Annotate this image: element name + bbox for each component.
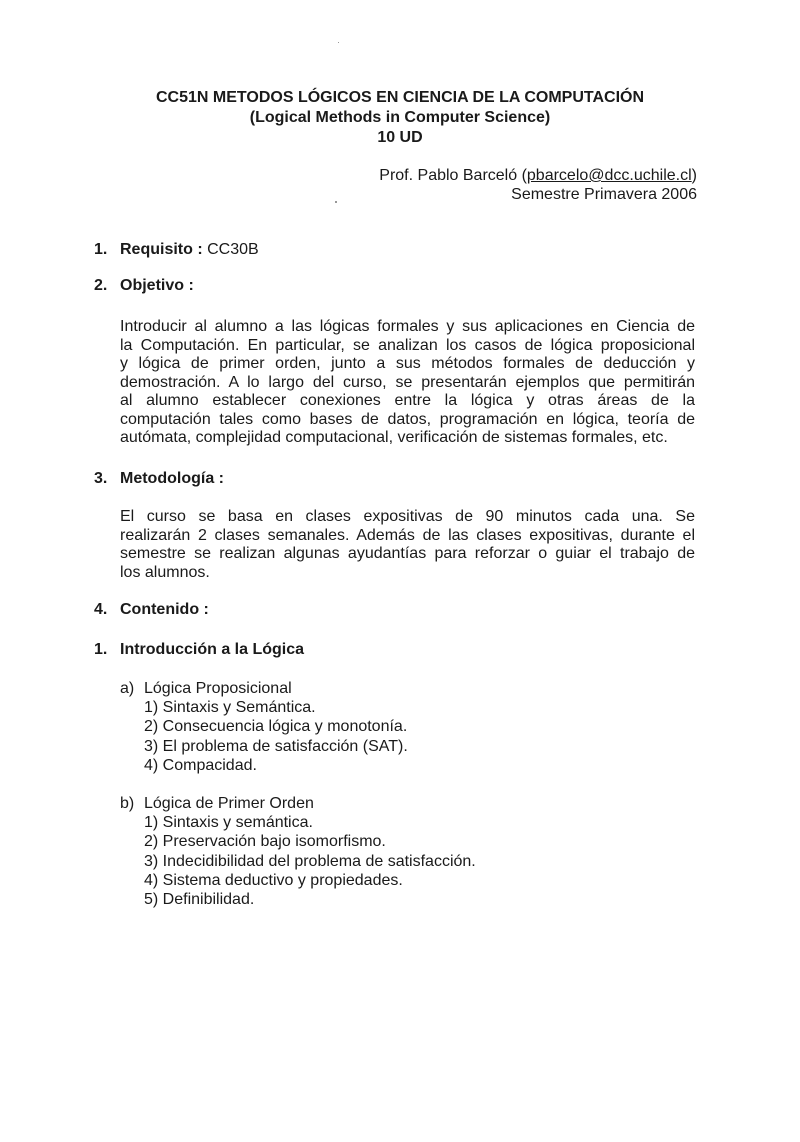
scan-speck [338, 42, 339, 43]
paragraph-line: computación tales como bases de datos, programación en lógica, teoría de [120, 410, 695, 428]
list-item: 4) Sistema deductivo y propiedades. [144, 871, 403, 889]
professor-name: Prof. Pablo Barceló ( [379, 167, 527, 184]
paragraph-line: El curso se basa en clases expositivas de 90 minutos cada una. Se [120, 508, 695, 525]
section-number: 3. [94, 470, 108, 487]
course-credits: 10 UD [377, 129, 423, 146]
section-requisito [94, 240, 259, 260]
course-title: CC51N METODOS LÓGICOS EN CIENCIA DE LA COMPUTACIÓN [155, 89, 645, 106]
section-number: 1. [94, 641, 108, 658]
list-item: 3) Indecidibilidad del problema de satisfacción. [144, 852, 476, 870]
section-label: Objetivo : [120, 277, 194, 294]
section-metodologia [94, 469, 224, 489]
list-item: 4) Compacidad. [144, 756, 257, 774]
professor-line [379, 166, 697, 186]
paragraph-line: semestre se realizan algunas ayudantías para reforzar o guiar el trabajo de [120, 545, 695, 562]
subsection-title: Lógica Proposicional [144, 680, 292, 697]
section-objetivo [94, 276, 194, 296]
section-label: Requisito : [120, 241, 203, 258]
paragraph-line: autómata, complejidad computacional, verificación de sistemas formales, etc. [120, 429, 668, 446]
subsection-logica-proposicional [120, 679, 292, 698]
course-subtitle: (Logical Methods in Computer Science) [249, 109, 551, 126]
paragraph-line: realizarán 2 clases semanales. Además de las clases expositivas, durante el [120, 526, 695, 544]
subsection-letter: b) [120, 795, 135, 812]
list-item: 3) El problema de satisfacción (SAT). [144, 737, 408, 755]
semester-line: Semestre Primavera 2006 [511, 186, 697, 203]
subsection-logica-primer-orden [120, 794, 314, 813]
paragraph-line: al alumno establecer conexiones entre la lógica y otras áreas de la [120, 392, 695, 409]
subsection-letter: a) [120, 680, 135, 697]
subsection-items-proposicional [144, 698, 408, 775]
requisito-value: CC30B [207, 241, 259, 258]
metodologia-paragraph [120, 508, 695, 582]
list-item: 1) Sintaxis y semántica. [144, 814, 313, 831]
list-item: 2) Consecuencia lógica y monotonía. [144, 718, 408, 736]
section-introduccion [94, 640, 304, 660]
section-number: 2. [94, 277, 108, 294]
section-label: Metodología : [120, 470, 224, 487]
professor-suffix: ) [691, 167, 697, 184]
objetivo-paragraph [120, 318, 695, 448]
subsection-title: Lógica de Primer Orden [144, 795, 314, 812]
section-contenido [94, 600, 209, 620]
professor-email-link[interactable]: pbarcelo@dcc.uchile.cl [526, 167, 692, 184]
list-item: 5) Definibilidad. [144, 891, 255, 909]
section-number: 4. [94, 601, 108, 618]
paragraph-line: demostración. A lo largo del curso, se presentarán ejemplos que permitirán [120, 373, 695, 391]
paragraph-line: Introducir al alumno a las lógicas formales y sus aplicaciones en Ciencia de [120, 318, 695, 335]
paragraph-line: y lógica de primer orden, junto a sus métodos formales de deducción y [120, 355, 695, 372]
subsection-items-primer-orden [144, 813, 476, 909]
list-item: 2) Preservación bajo isomorfismo. [144, 833, 386, 851]
paragraph-line: los alumnos. [120, 563, 210, 581]
scan-speck [335, 201, 337, 203]
section-label: Contenido : [120, 601, 209, 618]
section-label: Introducción a la Lógica [120, 641, 305, 658]
list-item: 1) Sintaxis y Semántica. [144, 699, 316, 716]
section-number: 1. [94, 241, 108, 258]
paragraph-line: la Computación. En particular, se analizan los casos de lógica proposicional [120, 336, 695, 354]
